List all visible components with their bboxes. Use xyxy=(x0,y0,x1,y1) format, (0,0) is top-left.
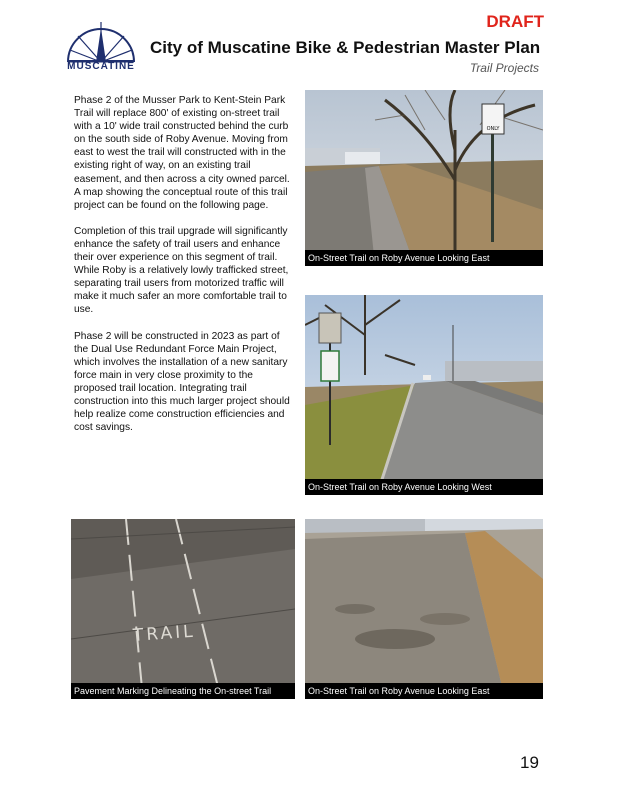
paragraph-1: Phase 2 of the Musser Park to Kent-Stein Park Trail will replace 800' of existing on-street trail with a 10' wide trail constructed behind the curb on the south side of Roby Avenue. Moving from east to west the trail will constructed with in the existing right of way, on an existing trail easement, and then across a city owned parcel. A map showing the conceptual route of this trail project can be found on the following page. xyxy=(74,95,290,211)
photo-roby-avenue-west xyxy=(305,295,543,495)
photo-caption: On-Street Trail on Roby Avenue Looking West xyxy=(305,479,543,495)
logo-text: MUSCATINE xyxy=(67,61,135,72)
body-text xyxy=(74,94,292,447)
photo-caption: On-Street Trail on Roby Avenue Looking East xyxy=(305,683,543,699)
page-subtitle: Trail Projects xyxy=(469,61,539,75)
photo-roby-avenue-west-image xyxy=(305,295,543,495)
photo-roby-avenue-east-image xyxy=(305,90,543,266)
paragraph-3: Phase 2 will be constructed in 2023 as part of the Dual Use Redundant Force Main Project, which involves the installation of a new sanitary force main in very close proximity to the proposed trail location. Integrating trail construction into this much larger project should help realize come construction efficiencies and cost savings. xyxy=(74,330,290,434)
sign-text: ONLY xyxy=(486,126,500,132)
photo-pavement-marking xyxy=(71,519,295,699)
photo-pavement-marking-image xyxy=(71,519,295,699)
photo-roby-avenue-east-2-image xyxy=(305,519,543,699)
draft-label: DRAFT xyxy=(486,12,544,31)
page-title: City of Muscatine Bike & Pedestrian Master Plan xyxy=(150,38,541,57)
pavement-marking-text: TRAIL xyxy=(132,621,197,646)
photo-caption: On-Street Trail on Roby Avenue Looking East xyxy=(305,250,543,266)
photo-roby-avenue-east xyxy=(305,90,543,266)
photo-caption: Pavement Marking Delineating the On-street Trail xyxy=(71,683,295,699)
photo-roby-avenue-east-2 xyxy=(305,519,543,699)
paragraph-2: Completion of this trail upgrade will significantly enhance the safety of trail users and enhance their over experience on this segment of trail. While Roby is a relatively lowly trafficked street, separating trail users from motorized traffic will make it much safer an more comfortable trail to use. xyxy=(74,225,289,316)
page-number: 19 xyxy=(520,753,539,772)
